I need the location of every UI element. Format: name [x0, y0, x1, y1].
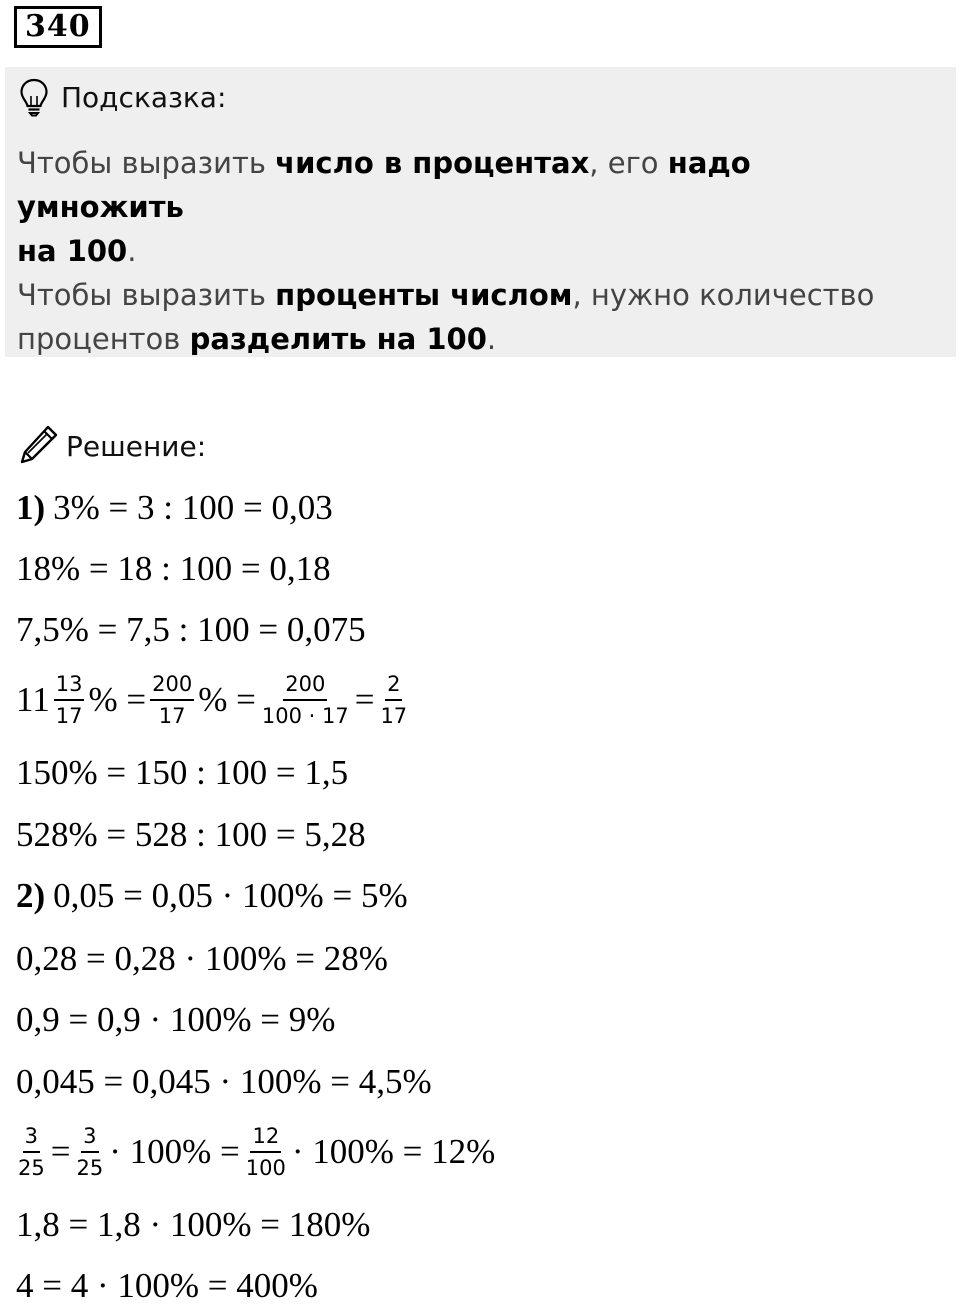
hint-text-segment: . [486, 322, 497, 356]
fraction-denominator: 17 [158, 704, 186, 728]
hint-text-segment: , его [589, 146, 668, 180]
hint-text [17, 141, 917, 361]
fraction-numerator: 200 [283, 672, 327, 701]
fraction [378, 672, 409, 728]
solution-line-2: 18% = 18 : 100 = 0,18 [16, 549, 331, 588]
pencil-icon [18, 423, 60, 470]
hint-text-segment: , нужно количество [572, 278, 875, 312]
solution-line-6: 528% = 528 : 100 = 5,28 [16, 815, 366, 854]
hint-bold-segment: разделить на 100 [189, 322, 487, 356]
solution-line-5: 150% = 150 : 100 = 1,5 [16, 753, 349, 792]
fraction-numerator: 200 [150, 672, 194, 701]
hint-bold-segment: на 100 [17, 234, 128, 268]
solution-line-13: 4 = 4 · 100% = 400% [16, 1266, 318, 1305]
fraction-denominator: 25 [76, 1156, 104, 1180]
problem-number: 340 [14, 6, 102, 48]
hint-bold-segment: проценты числом [275, 278, 573, 312]
fraction-numerator: 3 [23, 1124, 40, 1153]
hint-text-segment: . [127, 234, 137, 268]
hint-text-segment: Чтобы выразить [17, 146, 276, 180]
solution-line-1 [16, 486, 333, 530]
equation-text: 3% = 3 : 100 = 0,03 [53, 488, 333, 527]
solution-header [18, 424, 206, 468]
solution-line-4 [16, 668, 413, 732]
fraction-denominator: 100 [245, 1156, 286, 1180]
equation-text: · 100% = 12% [291, 1132, 496, 1171]
lightbulb-icon [19, 77, 49, 117]
hint-title: Подсказка: [61, 80, 227, 114]
mixed-number-whole: 11 [16, 680, 50, 719]
equation-text: % = [88, 680, 147, 719]
equation-text: = [354, 680, 375, 719]
solution-line-12: 1,8 = 1,8 · 100% = 180% [16, 1205, 371, 1244]
fraction-numerator: 3 [81, 1124, 98, 1153]
hint-header [19, 77, 226, 117]
equation-text: = [50, 1132, 71, 1171]
solution-line-10: 0,045 = 0,045 · 100% = 4,5% [16, 1062, 432, 1101]
fraction [16, 1124, 47, 1180]
solution-line-8: 0,28 = 0,28 · 100% = 28% [16, 939, 388, 978]
fraction [150, 672, 194, 728]
fraction [54, 672, 85, 728]
solution-line-11 [16, 1120, 495, 1184]
fraction [244, 1124, 288, 1180]
equation-text: % = [198, 680, 256, 719]
equation-text: 0,05 = 0,05 · 100% = 5% [53, 876, 408, 915]
fraction-denominator: 17 [55, 704, 83, 728]
solution-line-3: 7,5% = 7,5 : 100 = 0,075 [16, 610, 366, 649]
fraction [74, 1124, 105, 1180]
hint-text-segment: процентов [17, 322, 190, 356]
fraction-denominator: 17 [380, 704, 408, 728]
hint-text-segment: Чтобы выразить [17, 278, 276, 312]
hint-box [5, 67, 956, 357]
fraction-numerator: 12 [250, 1124, 281, 1153]
fraction-denominator: 25 [18, 1156, 45, 1180]
part-2-label: 2) [16, 876, 46, 915]
fraction-numerator: 2 [385, 672, 402, 701]
hint-bold-segment: число в процентах [275, 146, 590, 180]
equation-text: · 100% = [109, 1132, 240, 1171]
solution-line-9: 0,9 = 0,9 · 100% = 9% [16, 1000, 336, 1039]
part-1-label: 1) [16, 488, 46, 527]
fraction-denominator: 100 · 17 [261, 704, 349, 728]
hint-paragraph-2 [17, 273, 917, 361]
hint-bold-segment: надо умножить [17, 146, 751, 224]
fraction-numerator: 13 [54, 672, 85, 701]
fraction [260, 672, 351, 728]
solution-line-7 [16, 874, 408, 918]
solution-title: Решение: [66, 429, 207, 463]
hint-paragraph-1 [17, 141, 917, 273]
